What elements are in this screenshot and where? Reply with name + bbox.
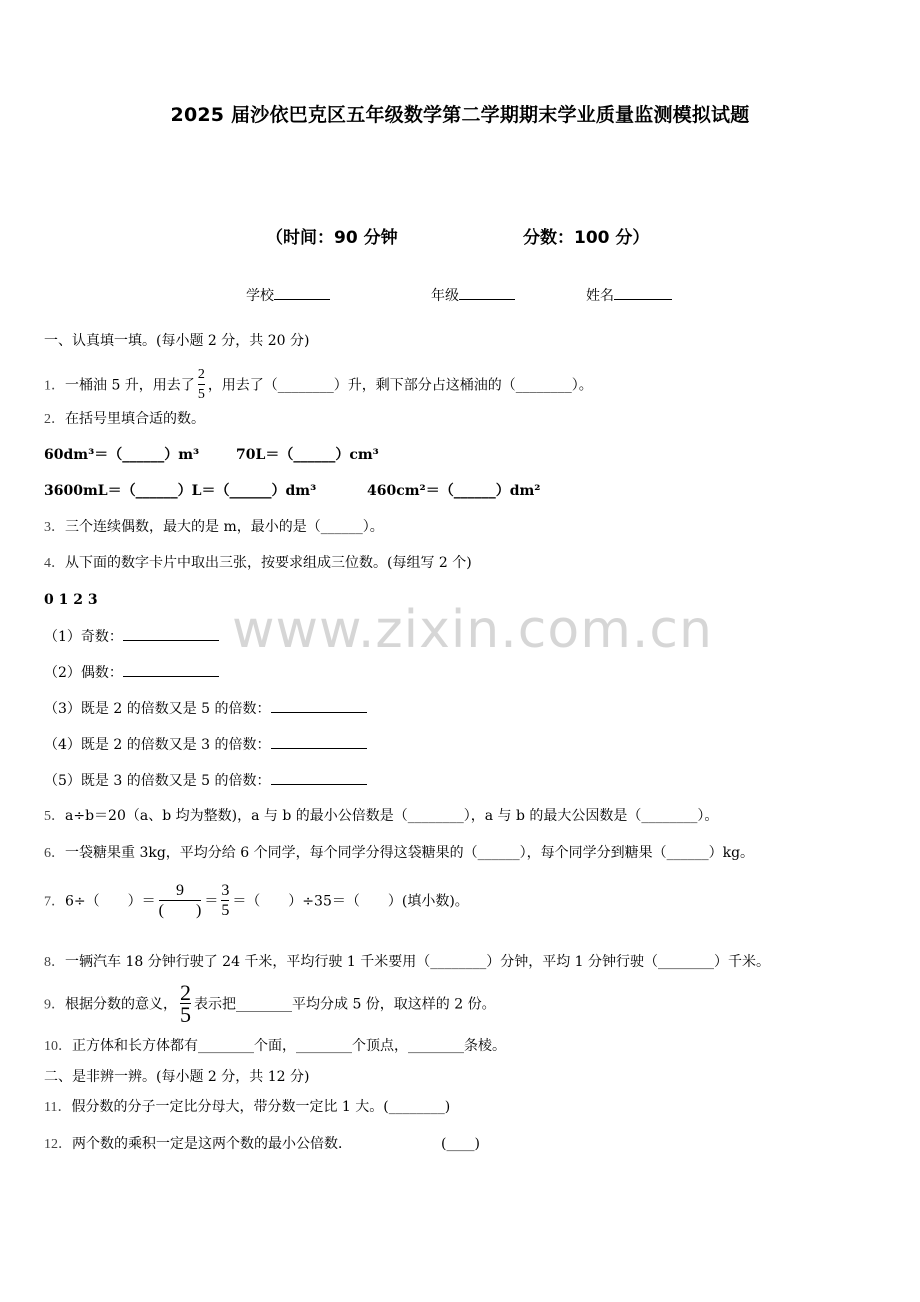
question-text: 一袋糖果重 3kg，平均分给 6 个同学，每个同学分得这袋糖果的（______），每个同学分到糖果（______）kg。 [65,845,755,861]
item-label: （3）既是 2 的倍数又是 5 的倍数： [44,701,271,717]
exam-score: 分数：100 分） [523,228,650,248]
denominator: 5 [197,387,205,402]
question-text: 在括号里填合适的数。 [65,411,205,427]
question-10 [44,1036,506,1057]
grade-field [431,285,515,305]
question-text: 两个数的乘积一定是这两个数的最小公倍数． [72,1136,352,1152]
item-label: （5）既是 3 的倍数又是 5 的倍数： [44,773,271,789]
item-label: （1）奇数： [44,629,123,645]
question-text: 三个连续偶数，最大的是 m，最小的是（______）。 [65,519,384,535]
question-1 [44,366,593,405]
section-1-heading: 一、认真填一填。(每小题 2 分，共 20 分) [44,333,310,349]
q2-line-2b: 460cm²＝（______）dm² [367,483,541,499]
answer-blank [123,626,219,641]
question-2 [44,409,205,430]
q4-item-1 [44,626,219,647]
question-number: 5． [44,809,65,824]
question-7 [44,882,469,921]
question-text: 假分数的分子一定比分母大，带分数一定比 1 大。(________) [71,1099,451,1115]
question-number: 9． [44,997,65,1013]
equals-sign: ＝ [204,893,219,910]
question-number: 10． [44,1039,72,1054]
question-5 [44,806,718,827]
q2-line-1b: 70L＝（______）cm³ [236,447,379,463]
item-label: （2）偶数： [44,665,123,681]
name-field [586,285,672,305]
question-11 [44,1097,450,1118]
question-number: 11． [44,1100,72,1115]
question-3 [44,517,384,538]
answer-blank [271,770,367,785]
question-text: 从下面的数字卡片中取出三张，按要求组成三位数。(每组写 2 个) [65,555,472,571]
exam-time: （时间：90 分钟 [266,228,398,248]
digit-cards: 0 1 2 3 [44,592,98,608]
question-number: 8． [44,955,65,970]
question-text: 一桶油 5 升，用去了 [65,377,195,394]
grade-blank [459,285,515,300]
numerator: 9 [175,882,184,899]
question-text: a÷b＝20（a、b 均为整数)，a 与 b 的最小公倍数是（________），a 与 b 的最大公因数是（________）。 [65,808,719,824]
name-label: 姓名 [586,288,614,304]
question-text: 一辆汽车 18 分钟行驶了 24 千米，平均行驶 1 千米要用（________）分钟，平均 1 分钟行驶（________）千米。 [65,954,771,970]
question-text: 根据分数的意义， [65,996,177,1013]
question-4 [44,553,472,574]
answer-paren: (____) [441,1136,480,1152]
watermark: www.zixin.com.cn [232,600,713,660]
q4-item-3 [44,698,367,719]
question-number: 7． [44,894,65,910]
question-text: ，用去了（________）升，剩下部分占这桶油的（________）。 [207,377,593,394]
q4-item-2 [44,662,219,683]
q2-line-2a: 3600mL＝（______）L＝（______）dm³ [44,483,317,499]
answer-blank [123,662,219,677]
question-6 [44,843,754,864]
question-text: 正方体和长方体都有________个面，________个顶点，________条棱。 [72,1038,506,1054]
fraction [180,980,191,1027]
name-blank [614,285,672,300]
school-field [246,285,330,305]
question-number: 12． [44,1137,72,1152]
grade-label: 年级 [431,288,459,304]
question-text: 6÷（ ）＝ [65,893,156,910]
fraction [159,882,202,921]
question-number: 4． [44,556,65,571]
fraction [198,366,205,405]
denominator: 5 [180,1002,191,1027]
q2-line-1a: 60dm³＝（______）m³ [44,447,200,463]
question-9 [44,980,496,1027]
numerator: 2 [197,367,205,382]
question-number: 6． [44,846,65,861]
section-2-heading: 二、是非辨一辨。(每小题 2 分，共 12 分) [44,1069,310,1085]
question-number: 1． [44,378,65,394]
question-number: 3． [44,520,65,535]
answer-blank [271,734,367,749]
q4-item-5 [44,770,367,791]
q4-item-4 [44,734,367,755]
answer-blank [271,698,367,713]
question-12 [44,1134,352,1155]
question-text: 表示把________平均分成 5 份，取这样的 2 份。 [194,996,496,1013]
page-title: 2025 届沙依巴克区五年级数学第二学期期末学业质量监测模拟试题 [170,104,750,126]
school-blank [274,285,330,300]
school-label: 学校 [246,288,274,304]
question-text: ＝（ ）÷35＝（ ）(填小数)。 [232,893,469,910]
question-number: 2． [44,412,65,427]
fraction [221,882,229,921]
numerator: 3 [221,882,230,899]
denominator: 5 [221,902,230,919]
question-8 [44,952,770,973]
item-label: （4）既是 2 的倍数又是 3 的倍数： [44,737,271,753]
numerator: 2 [180,980,191,1005]
denominator: ( ) [158,902,202,919]
